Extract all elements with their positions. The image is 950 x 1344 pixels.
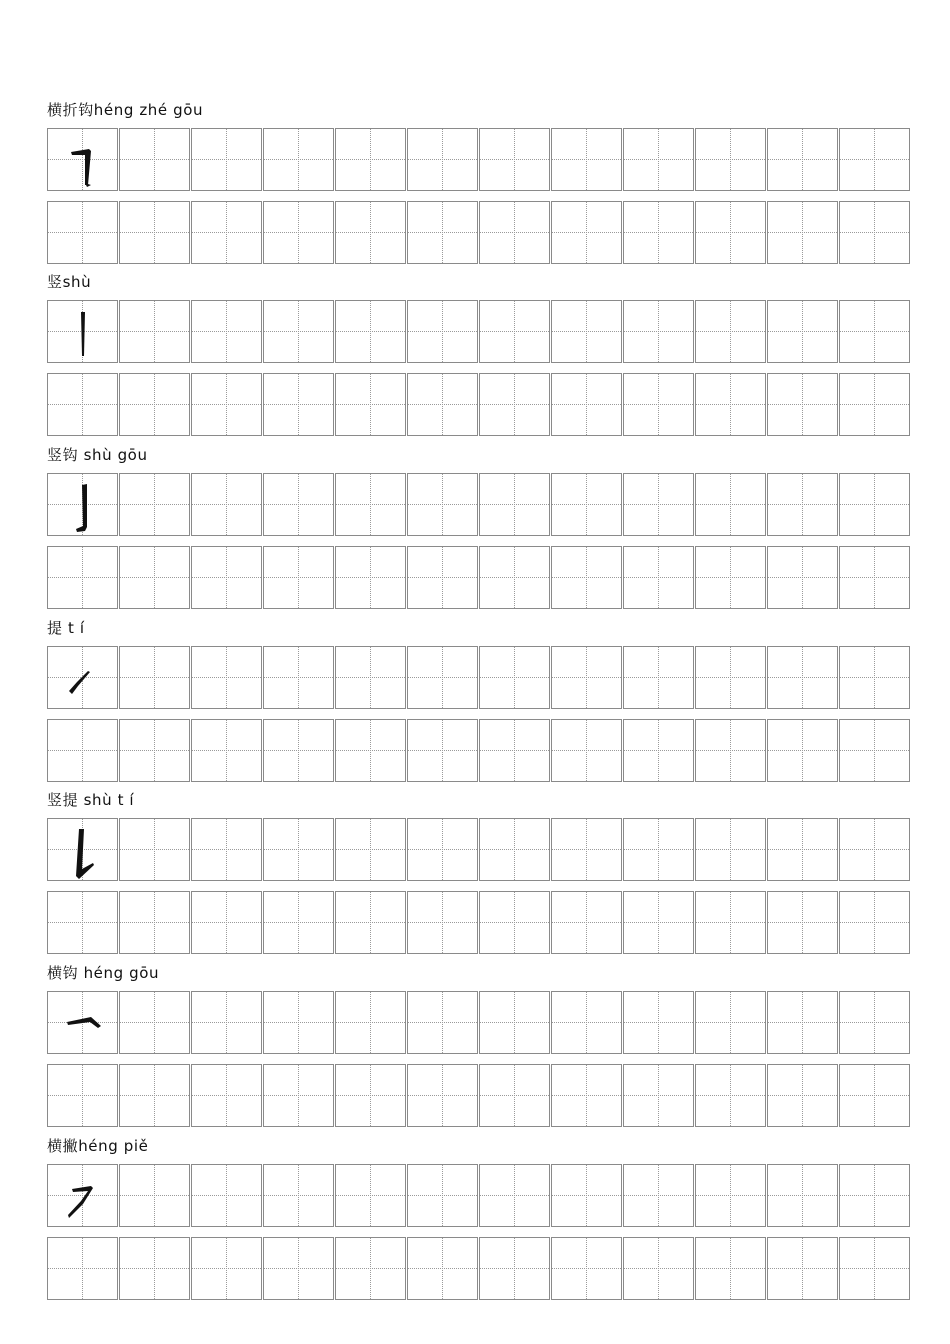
tianzige-cell[interactable] — [191, 818, 262, 881]
practice-row-blank — [47, 1064, 910, 1127]
tianzige-cell[interactable] — [623, 300, 694, 363]
tianzige-cell[interactable] — [839, 818, 910, 881]
tianzige-cell[interactable] — [47, 128, 118, 191]
tianzige-cell[interactable] — [191, 373, 262, 436]
stroke-section-shu — [0, 272, 950, 442]
tianzige-cell[interactable] — [767, 373, 838, 436]
tianzige-cell[interactable] — [551, 373, 622, 436]
tianzige-cell[interactable] — [407, 1164, 478, 1227]
tianzige-cell[interactable] — [623, 1064, 694, 1127]
tianzige-cell[interactable] — [767, 646, 838, 709]
tianzige-cell[interactable] — [407, 300, 478, 363]
stroke-label: 竖钩 shù gōu — [47, 446, 148, 464]
tianzige-cell[interactable] — [839, 1237, 910, 1300]
tianzige-cell[interactable] — [767, 546, 838, 609]
stroke-section-hengpie — [0, 1136, 950, 1306]
practice-row-blank — [47, 891, 910, 954]
tianzige-cell[interactable] — [551, 891, 622, 954]
tianzige-cell[interactable] — [119, 128, 190, 191]
practice-row-blank — [47, 373, 910, 436]
tianzige-cell[interactable] — [767, 473, 838, 536]
tianzige-cell[interactable] — [767, 719, 838, 782]
tianzige-cell[interactable] — [551, 201, 622, 264]
tianzige-cell[interactable] — [695, 646, 766, 709]
tianzige-cell[interactable] — [551, 473, 622, 536]
practice-row-with-example — [47, 473, 910, 536]
ti-stroke-icon — [48, 647, 119, 709]
tianzige-cell[interactable] — [695, 201, 766, 264]
tianzige-cell[interactable] — [47, 300, 118, 363]
shu-stroke-icon — [48, 301, 119, 363]
tianzige-cell[interactable] — [47, 546, 118, 609]
tianzige-cell[interactable] — [47, 818, 118, 881]
tianzige-cell[interactable] — [335, 300, 406, 363]
tianzige-cell[interactable] — [839, 300, 910, 363]
tianzige-cell[interactable] — [335, 891, 406, 954]
practice-row-with-example — [47, 300, 910, 363]
tianzige-cell[interactable] — [695, 546, 766, 609]
tianzige-cell[interactable] — [623, 719, 694, 782]
tianzige-cell[interactable] — [407, 1064, 478, 1127]
tianzige-cell[interactable] — [623, 1237, 694, 1300]
tianzige-cell[interactable] — [263, 891, 334, 954]
tianzige-cell[interactable] — [119, 891, 190, 954]
tianzige-cell[interactable] — [695, 991, 766, 1054]
tianzige-cell[interactable] — [191, 201, 262, 264]
tianzige-cell[interactable] — [263, 201, 334, 264]
tianzige-cell[interactable] — [335, 1064, 406, 1127]
tianzige-cell[interactable] — [551, 546, 622, 609]
tianzige-cell[interactable] — [479, 300, 550, 363]
stroke-label: 横钩 héng gōu — [47, 964, 160, 982]
tianzige-cell[interactable] — [407, 546, 478, 609]
tianzige-cell[interactable] — [407, 473, 478, 536]
tianzige-cell[interactable] — [263, 300, 334, 363]
tianzige-cell[interactable] — [695, 1237, 766, 1300]
tianzige-cell[interactable] — [263, 991, 334, 1054]
tianzige-cell[interactable] — [839, 473, 910, 536]
tianzige-cell[interactable] — [119, 818, 190, 881]
tianzige-cell[interactable] — [623, 818, 694, 881]
practice-row-with-example — [47, 646, 910, 709]
tianzige-cell[interactable] — [47, 646, 118, 709]
tianzige-cell[interactable] — [695, 1164, 766, 1227]
tianzige-cell[interactable] — [479, 1064, 550, 1127]
tianzige-cell[interactable] — [263, 1164, 334, 1227]
tianzige-cell[interactable] — [839, 891, 910, 954]
tianzige-cell[interactable] — [263, 818, 334, 881]
tianzige-cell[interactable] — [47, 991, 118, 1054]
tianzige-cell[interactable] — [191, 1164, 262, 1227]
tianzige-cell[interactable] — [767, 128, 838, 191]
stroke-section-ti — [0, 618, 950, 788]
stroke-section-shuti — [0, 790, 950, 960]
tianzige-cell[interactable] — [335, 991, 406, 1054]
tianzige-cell[interactable] — [767, 818, 838, 881]
tianzige-cell[interactable] — [335, 818, 406, 881]
stroke-label: 横折钩héng zhé gōu — [47, 101, 204, 119]
tianzige-cell[interactable] — [263, 646, 334, 709]
tianzige-cell[interactable] — [551, 128, 622, 191]
tianzige-cell[interactable] — [479, 373, 550, 436]
tianzige-cell[interactable] — [407, 719, 478, 782]
tianzige-cell[interactable] — [479, 646, 550, 709]
tianzige-cell[interactable] — [551, 1237, 622, 1300]
tianzige-cell[interactable] — [767, 1237, 838, 1300]
practice-row-blank — [47, 201, 910, 264]
tianzige-cell[interactable] — [191, 300, 262, 363]
tianzige-cell[interactable] — [623, 473, 694, 536]
tianzige-cell[interactable] — [695, 128, 766, 191]
practice-row-with-example — [47, 128, 910, 191]
tianzige-cell[interactable] — [119, 1237, 190, 1300]
tianzige-cell[interactable] — [695, 1064, 766, 1127]
practice-row-with-example — [47, 991, 910, 1054]
tianzige-cell[interactable] — [47, 891, 118, 954]
tianzige-cell[interactable] — [695, 300, 766, 363]
tianzige-cell[interactable] — [119, 719, 190, 782]
tianzige-cell[interactable] — [551, 1164, 622, 1227]
tianzige-cell[interactable] — [407, 373, 478, 436]
tianzige-cell[interactable] — [263, 128, 334, 191]
henggou-stroke-icon — [48, 992, 119, 1054]
tianzige-cell[interactable] — [335, 719, 406, 782]
tianzige-cell[interactable] — [47, 1164, 118, 1227]
tianzige-cell[interactable] — [839, 1164, 910, 1227]
stroke-label: 竖shù — [47, 273, 92, 291]
hengzhegou-stroke-icon — [48, 129, 119, 191]
tianzige-cell[interactable] — [407, 201, 478, 264]
tianzige-cell[interactable] — [839, 546, 910, 609]
stroke-section-henggou — [0, 963, 950, 1133]
tianzige-cell[interactable] — [407, 991, 478, 1054]
tianzige-cell[interactable] — [335, 128, 406, 191]
tianzige-cell[interactable] — [335, 546, 406, 609]
tianzige-cell[interactable] — [191, 719, 262, 782]
tianzige-cell[interactable] — [623, 128, 694, 191]
stroke-section-shugou — [0, 445, 950, 615]
tianzige-cell[interactable] — [119, 1164, 190, 1227]
tianzige-cell[interactable] — [479, 719, 550, 782]
tianzige-cell[interactable] — [119, 546, 190, 609]
shuti-stroke-icon — [48, 819, 119, 881]
tianzige-cell[interactable] — [695, 891, 766, 954]
tianzige-cell[interactable] — [551, 300, 622, 363]
tianzige-cell[interactable] — [839, 646, 910, 709]
tianzige-cell[interactable] — [119, 373, 190, 436]
tianzige-cell[interactable] — [623, 201, 694, 264]
tianzige-cell[interactable] — [695, 818, 766, 881]
tianzige-cell[interactable] — [767, 201, 838, 264]
tianzige-cell[interactable] — [695, 373, 766, 436]
tianzige-cell[interactable] — [191, 1237, 262, 1300]
tianzige-cell[interactable] — [47, 1237, 118, 1300]
tianzige-cell[interactable] — [47, 1064, 118, 1127]
tianzige-cell[interactable] — [479, 1164, 550, 1227]
tianzige-cell[interactable] — [839, 719, 910, 782]
tianzige-cell[interactable] — [551, 991, 622, 1054]
tianzige-cell[interactable] — [335, 1237, 406, 1300]
tianzige-cell[interactable] — [839, 201, 910, 264]
tianzige-cell[interactable] — [263, 473, 334, 536]
tianzige-cell[interactable] — [263, 546, 334, 609]
stroke-label: 横撇héng piě — [47, 1137, 149, 1155]
stroke-label: 竖提 shù t í — [47, 791, 135, 809]
tianzige-cell[interactable] — [263, 373, 334, 436]
tianzige-cell[interactable] — [191, 646, 262, 709]
tianzige-cell[interactable] — [767, 891, 838, 954]
tianzige-cell[interactable] — [479, 818, 550, 881]
tianzige-cell[interactable] — [695, 719, 766, 782]
tianzige-cell[interactable] — [47, 373, 118, 436]
tianzige-cell[interactable] — [479, 891, 550, 954]
tianzige-cell[interactable] — [767, 300, 838, 363]
tianzige-cell[interactable] — [191, 473, 262, 536]
tianzige-cell[interactable] — [263, 719, 334, 782]
practice-row-with-example — [47, 1164, 910, 1227]
tianzige-cell[interactable] — [623, 991, 694, 1054]
tianzige-cell[interactable] — [119, 473, 190, 536]
tianzige-cell[interactable] — [551, 719, 622, 782]
tianzige-cell[interactable] — [839, 991, 910, 1054]
tianzige-cell[interactable] — [623, 891, 694, 954]
stroke-section-hengzhegou — [0, 100, 950, 270]
practice-row-blank — [47, 1237, 910, 1300]
tianzige-cell[interactable] — [623, 546, 694, 609]
tianzige-cell[interactable] — [191, 991, 262, 1054]
tianzige-cell[interactable] — [479, 128, 550, 191]
tianzige-cell[interactable] — [695, 473, 766, 536]
tianzige-cell[interactable] — [407, 128, 478, 191]
practice-row-blank — [47, 546, 910, 609]
tianzige-cell[interactable] — [839, 128, 910, 191]
tianzige-cell[interactable] — [767, 1164, 838, 1227]
tianzige-cell[interactable] — [767, 991, 838, 1054]
tianzige-cell[interactable] — [623, 646, 694, 709]
tianzige-cell[interactable] — [335, 1164, 406, 1227]
tianzige-cell[interactable] — [335, 201, 406, 264]
tianzige-cell[interactable] — [119, 201, 190, 264]
tianzige-cell[interactable] — [623, 373, 694, 436]
practice-row-blank — [47, 719, 910, 782]
tianzige-cell[interactable] — [191, 128, 262, 191]
tianzige-cell[interactable] — [191, 891, 262, 954]
tianzige-cell[interactable] — [623, 1164, 694, 1227]
tianzige-cell[interactable] — [263, 1064, 334, 1127]
tianzige-cell[interactable] — [335, 473, 406, 536]
tianzige-cell[interactable] — [119, 646, 190, 709]
tianzige-cell[interactable] — [191, 1064, 262, 1127]
tianzige-cell[interactable] — [407, 818, 478, 881]
tianzige-cell[interactable] — [335, 373, 406, 436]
hengpie-stroke-icon — [48, 1165, 119, 1227]
tianzige-cell[interactable] — [407, 1237, 478, 1300]
tianzige-cell[interactable] — [263, 1237, 334, 1300]
tianzige-cell[interactable] — [479, 201, 550, 264]
tianzige-cell[interactable] — [551, 1064, 622, 1127]
tianzige-cell[interactable] — [407, 891, 478, 954]
practice-row-with-example — [47, 818, 910, 881]
stroke-label: 提 t í — [47, 619, 85, 637]
tianzige-cell[interactable] — [119, 1064, 190, 1127]
tianzige-cell[interactable] — [335, 646, 406, 709]
tianzige-cell[interactable] — [479, 991, 550, 1054]
tianzige-cell[interactable] — [839, 373, 910, 436]
tianzige-cell[interactable] — [767, 1064, 838, 1127]
tianzige-cell[interactable] — [191, 546, 262, 609]
tianzige-cell[interactable] — [479, 473, 550, 536]
tianzige-cell[interactable] — [551, 646, 622, 709]
tianzige-cell[interactable] — [839, 1064, 910, 1127]
tianzige-cell[interactable] — [47, 719, 118, 782]
tianzige-cell[interactable] — [479, 546, 550, 609]
tianzige-cell[interactable] — [119, 991, 190, 1054]
tianzige-cell[interactable] — [479, 1237, 550, 1300]
tianzige-cell[interactable] — [407, 646, 478, 709]
tianzige-cell[interactable] — [551, 818, 622, 881]
tianzige-cell[interactable] — [47, 201, 118, 264]
shugou-stroke-icon — [48, 474, 119, 536]
tianzige-cell[interactable] — [47, 473, 118, 536]
tianzige-cell[interactable] — [119, 300, 190, 363]
